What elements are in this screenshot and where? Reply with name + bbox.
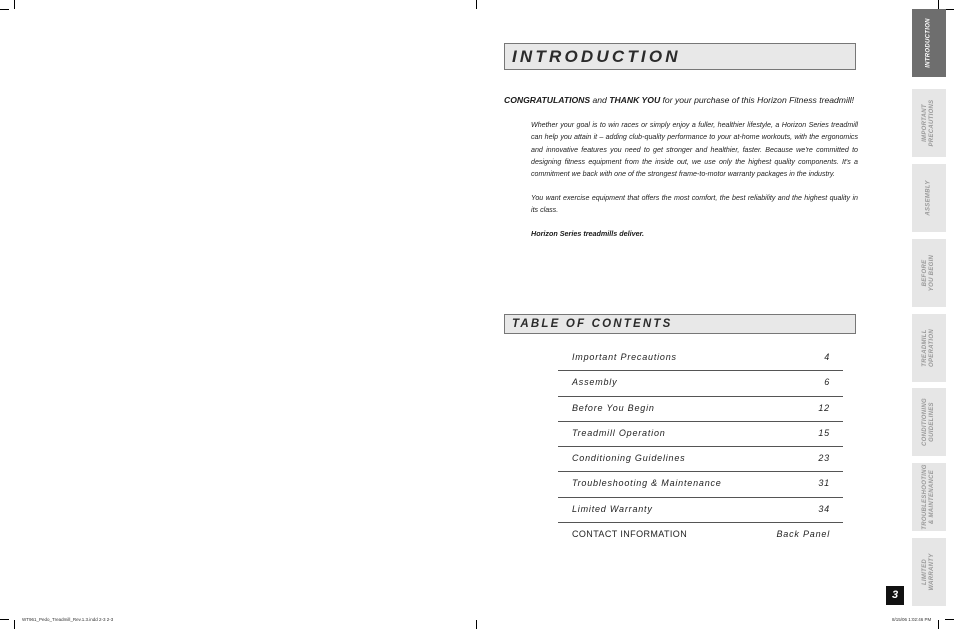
- crop-mark: [938, 0, 939, 9]
- toc-item-troubleshooting-maintenance[interactable]: [558, 472, 843, 497]
- toc-item-conditioning-guidelines[interactable]: [558, 447, 843, 472]
- print-slug-left: WT961_Pedo_Treadmill_Rev.1.3.indd 2-3 2-3: [22, 617, 114, 622]
- toc-item-label: Assembly: [572, 377, 618, 388]
- congrats-rest: for your purchase of this Horizon Fitness treadmill!: [660, 95, 855, 105]
- tab-assembly[interactable]: [912, 164, 946, 232]
- tab-label: TROUBLESHOOTING & MAINTENANCE: [922, 464, 935, 530]
- introduction-header: [504, 43, 856, 70]
- toc-item-contact-information[interactable]: [558, 523, 843, 548]
- toc-item-important-precautions[interactable]: [558, 346, 843, 371]
- toc-item-page: 4: [824, 352, 830, 362]
- tab-conditioning-guidelines[interactable]: [912, 388, 946, 456]
- toc-header: [504, 314, 856, 334]
- toc-item-label: CONTACT INFORMATION: [572, 529, 688, 540]
- toc-item-page: 23: [818, 453, 830, 464]
- intro-paragraph-1: Whether your goal is to win races or simply enjoy a fuller, healthier lifestyle, a Horizon Series treadmill can help you attain it – adding club-quality performance to your at-home workouts, with the ergonomics and innovative features you need to get stronger and healthier, faster. Because we're committed to designing fitness equipment from the inside out, we use only the highest quality components. It's a commitment we back with one of the strongest frame-to-motor warranty packages in the industry.: [531, 121, 858, 179]
- crop-mark: [0, 9, 9, 10]
- toc-item-treadmill-operation[interactable]: [558, 422, 843, 447]
- crop-mark: [945, 619, 954, 620]
- toc-item-page: 31: [818, 478, 830, 489]
- tab-label: ASSEMBLY: [925, 180, 932, 216]
- tab-label: BEFORE YOU BEGIN: [922, 254, 935, 292]
- toc-item-limited-warranty[interactable]: [558, 498, 843, 523]
- crop-mark: [0, 619, 9, 620]
- toc-item-assembly[interactable]: [558, 371, 843, 396]
- toc-list: [558, 346, 843, 548]
- tab-introduction[interactable]: [912, 9, 946, 77]
- toc-item-page: 12: [818, 402, 830, 413]
- congrats-bold-1: CONGRATULATIONS: [504, 95, 591, 105]
- tab-important-precautions[interactable]: [912, 89, 946, 157]
- tab-before-you-begin[interactable]: [912, 239, 946, 307]
- toc-item-page: Back Panel: [776, 529, 830, 540]
- tab-troubleshooting-maintenance[interactable]: [912, 463, 946, 531]
- crop-mark: [476, 620, 477, 629]
- toc-item-before-you-begin[interactable]: [558, 397, 843, 422]
- tab-label: LIMITED WARRANTY: [922, 553, 935, 591]
- toc-item-label: Before You Begin: [572, 402, 655, 413]
- intro-paragraph-2: You want exercise equipment that offers the most comfort, the best reliability and the highest quality in its class.: [531, 194, 858, 215]
- tab-label: CONDITIONING GUIDELINES: [922, 398, 935, 446]
- toc-item-label: Treadmill Operation: [572, 427, 666, 438]
- crop-mark: [938, 620, 939, 629]
- crop-mark: [945, 9, 954, 10]
- tab-label: IMPORTANT PRECAUTIONS: [922, 99, 935, 147]
- toc-item-label: Conditioning Guidelines: [572, 453, 686, 464]
- toc-item-page: 15: [818, 427, 830, 438]
- toc-item-page: 6: [824, 377, 830, 388]
- tab-label: TREADMILL OPERATION: [922, 329, 935, 367]
- toc-item-label: Limited Warranty: [572, 503, 653, 514]
- toc-title: TABLE OF CONTENTS: [512, 318, 673, 330]
- congratulations-line: [504, 95, 864, 105]
- page-number: 3: [886, 586, 904, 605]
- introduction-title: INTRODUCTION: [512, 47, 681, 66]
- crop-mark: [14, 0, 15, 9]
- intro-tagline: Horizon Series treadmills deliver.: [531, 229, 645, 238]
- crop-mark: [14, 620, 15, 629]
- crop-mark: [476, 0, 477, 9]
- congrats-bold-2: THANK YOU: [609, 95, 661, 105]
- toc-item-label: Important Precautions: [572, 352, 677, 362]
- congrats-and: and: [590, 95, 610, 105]
- tab-treadmill-operation[interactable]: [912, 314, 946, 382]
- print-slug-right: 8/15/06 1:02:46 PM: [892, 617, 932, 622]
- toc-item-page: 34: [818, 503, 830, 514]
- toc-item-label: Troubleshooting & Maintenance: [572, 478, 722, 489]
- tab-limited-warranty[interactable]: [912, 538, 946, 606]
- tab-label: INTRODUCTION: [925, 18, 932, 68]
